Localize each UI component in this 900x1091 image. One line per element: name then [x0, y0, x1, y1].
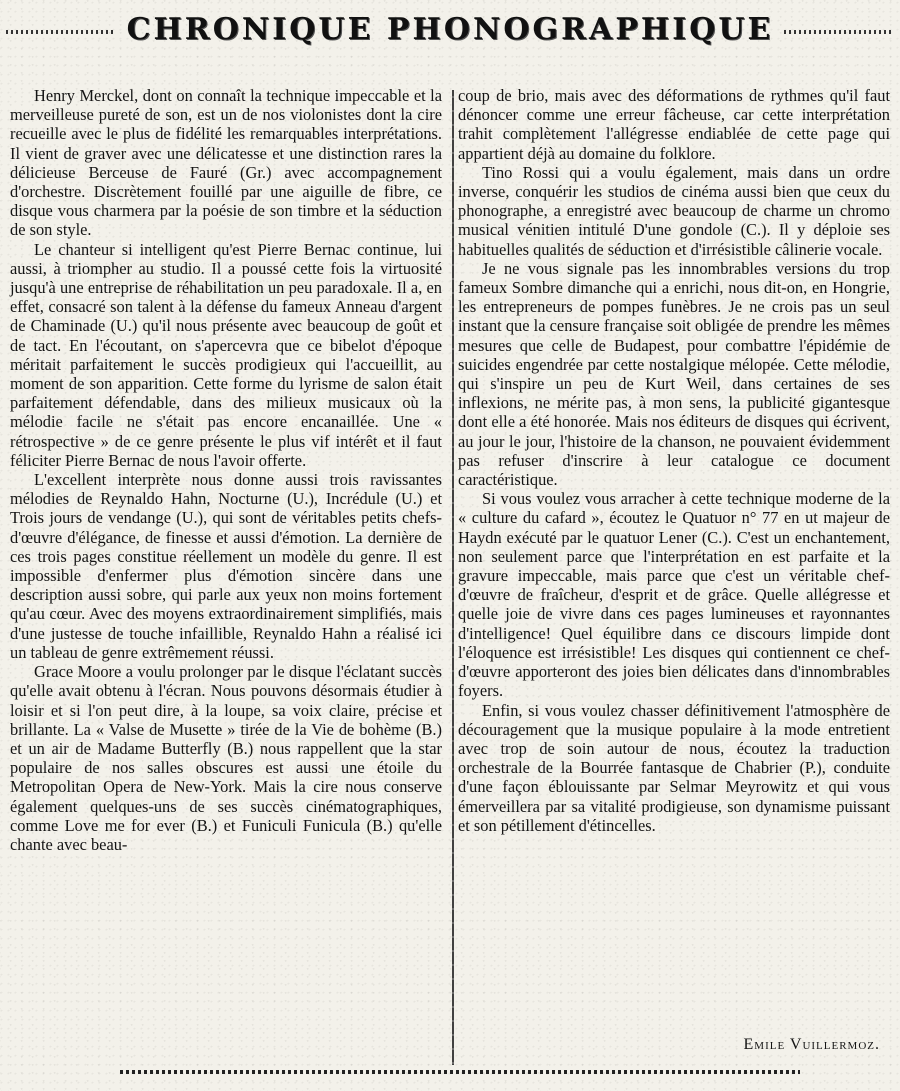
paragraph-moore-continued: coup de brio, mais avec des déformations de rythmes qu'il faut dénoncer comme une erreur fâcheuse, car cette interprétation trahit complètement l'allégresse endiablée de cette page qui appartient déjà au domaine du folklore.: [458, 86, 890, 163]
right-column: [458, 86, 890, 835]
paragraph-bernac: Le chanteur si intelligent qu'est Pierre Bernac continue, lui aussi, à triompher au studio. Il a poussé cette fois la virtuosité jusqu'à une entreprise de réhabilitation un peu paradoxale. Il a, en effet, consacré son talent à la défense du fameux Anneau d'argent de Chaminade (U.) qu'il nous présente avec beaucoup de goût et de tact. En l'écoutant, on s'apercevra que ce bibelot d'époque méritait parfaitement le succès prodigieux qui l'accueillit, au moment de son apparition. Cette forme du lyrisme de salon était parfaitement défendable, dans des milieux musicaux où la mélodie facile ne s'était pas encore encanaillée. Une « rétrospective » de ce genre présente le plus vif intérêt et il faut féliciter Pierre Bernac de nous l'avoir offerte.: [10, 239, 442, 470]
left-column: [10, 86, 442, 854]
paragraph-moore: Grace Moore a voulu prolonger par le disque l'éclatant succès qu'elle avait obtenu à l'écran. Nous pouvons désormais étudier à loisir et si l'on peut dire, à la loupe, sa voix claire, précise et brillante. La « Valse de Musette » tirée de la Vie de bohème (B.) et un air de Madame Butterfly (B.) nous rappellent que la star populaire de nos salles obscures est aussi une étoile du Metropolitan Opera de New-York. Mais la cire nous conserve également quelques-uns de ses succès cinématographiques, comme Love me for ever (B.) et Funiculi Funicula (B.) qu'elle chante avec beau-: [10, 662, 442, 854]
paragraph-sombre-dimanche: Je ne vous signale pas les innombrables versions du trop fameux Sombre dimanche qui a enrichi, nous dit-on, en Hongrie, les entrepreneurs de pompes funèbres. Je ne crois pas un seul instant que la censure française soit obligée de prendre les mêmes mesures que celle de Budapest, pour combattre l'épidémie de suicides engendrée par cette nostalgique mélopée. Cette mélodie, qui s'inspire un peu de Kurt Weil, dans certaines de ses inflexions, ne mérite pas, à mon sens, la publicité gigantesque dont elle a été honorée. Mais nos éditeurs de disques qui écrivent, au jour le jour, l'histoire de la chanson, ne pouvaient évidemment pas refuser d'inscrire à leur catalogue ce document caractéristique.: [458, 258, 890, 490]
paragraph-merckel: Henry Merckel, dont on connaît la technique impeccable et la merveilleuse pureté de son, est un de nos violonistes dont la cire recueille avec le plus de fidélité les remarquables interprétations. Il vient de graver avec une délicatesse et une distinction rares la délicieuse Berceuse de Fauré (Gr.) avec accompagnement d'orchestre. Discrètement fouillé par une aiguille de fibre, ce disque vous charmera par la poésie de son timbre et la séduction de son style.: [10, 86, 442, 240]
bottom-ornament-rule: [120, 1070, 800, 1074]
paragraph-hahn: L'excellent interprète nous donne aussi trois ravissantes mélodies de Reynaldo Hahn, Nocturne (U.), Incrédule (U.) et Trois jours de vendange (U.), qui sont de véritables petits chefs-d'œuvre d'élégance, de finesse et aussi d'émotion. La dernière de ces trois pages constitue réellement un modèle du genre. Il est impossible d'enfermer plus d'émotion sincère dans une description aussi sobre, qui parle aux yeux non moins fortement qu'au cœur. Avec des moyens extraordinairement simplifiés, mais d'une justesse de touche infaillible, Reynaldo Hahn a réalisé ici un tableau de genre extrêmement réussi.: [10, 470, 442, 662]
author-signature: Emile Vuillermoz.: [743, 1036, 880, 1053]
paragraph-haydn: Si vous voulez vous arracher à cette technique moderne de la « culture du cafard », écoutez le Quatuor n° 77 en ut majeur de Haydn exécuté par le quatuor Lener (C.). C'est un enchantement, non seulement parce que l'interprétation en est parfaite et la gravure impeccable, mais parce que c'est un véritable chef-d'œuvre de fraîcheur, d'esprit et de grâce. Quelle allégresse et quelle joie de vivre dans ces pages lumineuses et rayonnantes d'intelligence! Quel équilibre dans ce discours limpide dont l'éloquence est irrésistible! Les disques qui contiennent ce chef-d'œuvre apporteront des joies bien délicates dans d'innombrables foyers.: [458, 489, 890, 701]
column-title: CHRONIQUE PHONOGRAPHIQUE: [126, 12, 774, 47]
title-ornament-right: [784, 30, 894, 34]
article-columns: [10, 86, 890, 1066]
paragraph-rossi: Tino Rossi qui a voulu également, mais dans un ordre inverse, conquérir les studios de cinéma aussi bien que ceux du phonographe, a enregistré avec beaucoup de charme un chromo musical vénitien intitulé D'une gondole (C.). Il y déploie ses habituelles qualités de séduction et d'irrésistible câlinerie vocale.: [458, 162, 890, 259]
paragraph-chabrier: Enfin, si vous voulez chasser définitivement l'atmosphère de découragement que la musique populaire à la mode entretient avec trop de soin autour de nous, écoutez la traduction orchestrale de la Bourrée fantasque de Chabrier (P.), conduite d'une façon éblouissante par Selmar Meyrowitz et qui vous émerveillera par sa vitalité prodigieuse, son dynamisme puissant et son pétillement d'étincelles.: [458, 700, 890, 835]
